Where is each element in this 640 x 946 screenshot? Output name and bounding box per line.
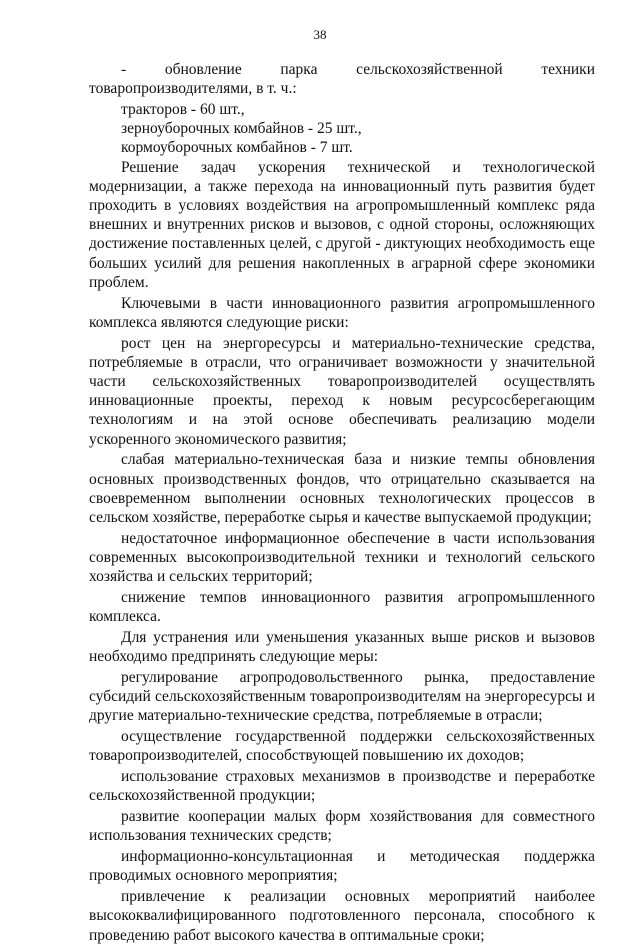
intro-list [89,100,595,158]
intro-paragraph: - обновление парка сельскохозяйственной техники товаропроизводителями, в т. ч.: [89,61,595,98]
risk-item-information: недостаточное информационное обеспечение в части использования современных высокопроизводительной техники и технологий сельского хозяйства и сельских территорий; [89,529,595,586]
measure-item-personnel: привлечение к реализации основных мероприятий наиболее высококвалифицированного подготовленного персонала, способного к проведению работ высокого качества в оптимальные сроки; [89,888,595,944]
modernization-paragraph: Решение задач ускорения технической и технологической модернизации, а также перехода на инновационный путь развития будет проходить в условиях воздействия на агропромышленный комплекс ряда внешних и внутренних рисков и вызовов, с одной стороны, осложняющих достижение поставленных целей, с другой - диктующих необходимость еще больших усилий для решения накопленных в аграрной сфере экономики проблем. [89,158,595,291]
page-number: 38 [313,27,327,42]
document-body [89,60,595,946]
list-item-tractors: тракторов - 60 шт., [121,101,245,118]
measure-item-market-regulation: регулирование агропродовольственного рынка, предоставление субсидий сельскохозяйственным товаропроизводителям на энергоресурсы и другие материально-технические средства, потребляемые в отрасли; [89,669,595,725]
risk-item-innovation-decline: снижение темпов инновационного развития агропромышленного комплекса. [89,589,595,626]
measure-item-consulting: информационно-консультационная и методическая поддержка проводимых основного мероприятия; [89,848,595,885]
risk-item-prices: рост цен на энергоресурсы и материально-технические средства, потребляемые в отрасли, что ограничивает возможности у значительной части сельскохозяйственных товаропроизводителей осуществлять инновационные проекты, переход к новым ресурсосберегающим технологиям и на этой основе обеспечивать реализацию модели ускоренного экономического развития; [89,334,595,448]
measure-item-insurance: использование страховых механизмов в производстве и переработке сельскохозяйственной продукции; [89,768,595,805]
measure-item-state-support: осуществление государственной поддержки сельскохозяйственных товаропроизводителей, способствующей повышению их доходов; [89,728,595,765]
measure-item-cooperation: развитие кооперации малых форм хозяйствования для совместного использования технических средств; [89,808,595,845]
list-item-forage-harvesters: кормоуборочных комбайнов - 7 шт. [121,139,353,157]
risk-item-material-base: слабая материально-техническая база и низкие темпы обновления основных производственных фондов, что отрицательно сказывается на своевременном выполнении основных технологических процессов в сельском хозяйстве, переработке сырья и качестве выпускаемой продукции; [89,451,595,527]
risks-intro-paragraph: Ключевыми в части инновационного развития агропромышленного комплекса являются следующие риски: [89,294,595,331]
list-item-grain-harvesters: зерноуборочных комбайнов - 25 шт., [121,120,362,138]
measures-intro-paragraph: Для устранения или уменьшения указанных выше рисков и вызовов необходимо предпринять следующие меры: [89,629,595,666]
